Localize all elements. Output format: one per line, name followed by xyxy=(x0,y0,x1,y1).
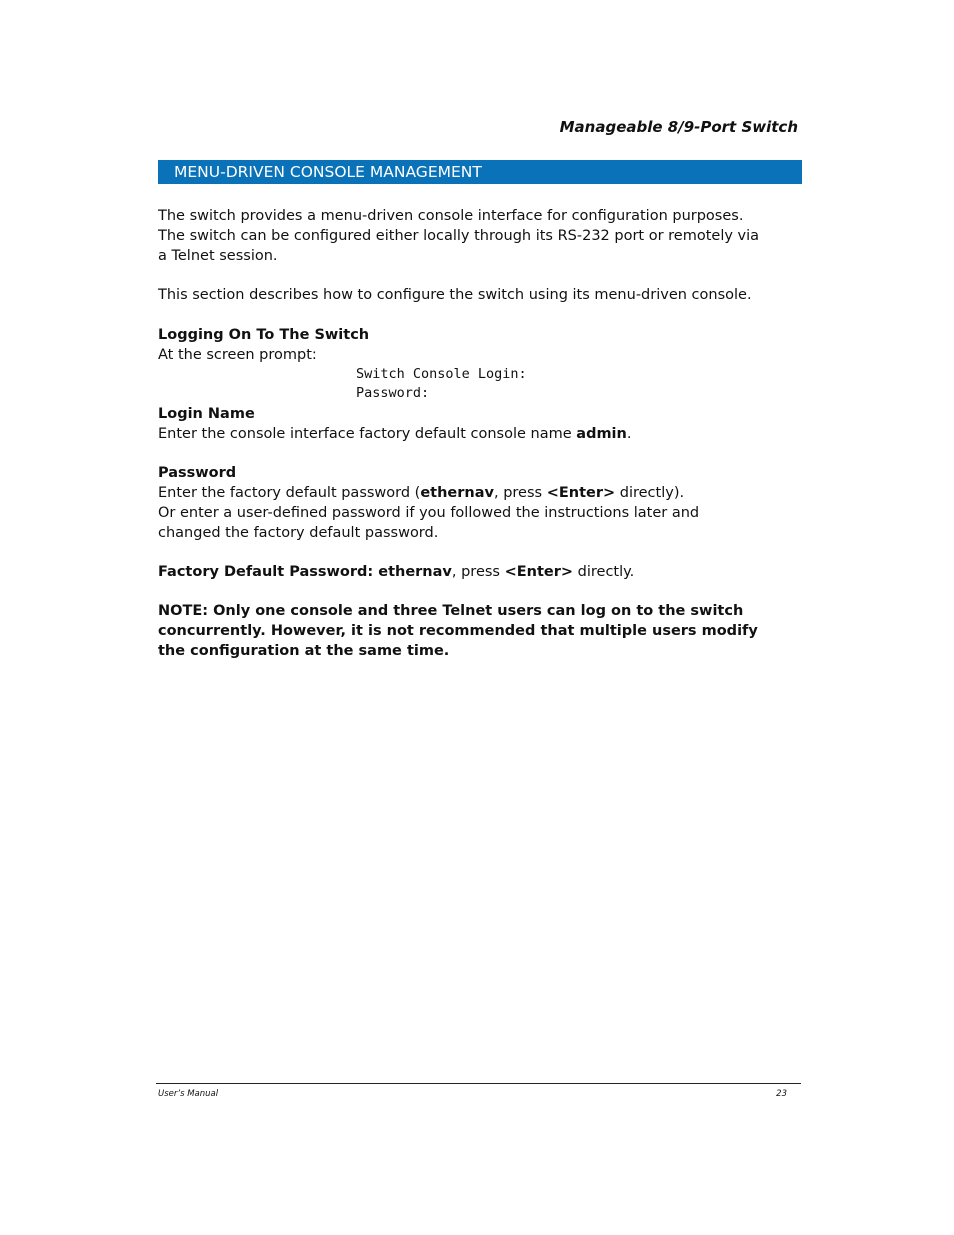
scope-line: This section describes how to configure the switch using its menu-driven console. xyxy=(158,287,752,303)
note-line: NOTE: Only one console and three Telnet users can log on to the switch xyxy=(158,603,744,619)
password-line xyxy=(158,483,778,503)
note-line: concurrently. However, it is not recommended that multiple users modify xyxy=(158,623,758,639)
password-text-middle: , press xyxy=(493,485,547,501)
login-name-text xyxy=(158,424,778,444)
section-heading: MENU-DRIVEN CONSOLE MANAGEMENT xyxy=(174,163,482,181)
logging-on-heading: Logging On To The Switch xyxy=(158,327,370,343)
enter-key: <Enter> xyxy=(504,564,574,580)
default-login-name: admin xyxy=(576,426,627,442)
intro-paragraph xyxy=(158,206,778,266)
scope-paragraph xyxy=(158,285,778,305)
password-text-after: directly). xyxy=(615,485,685,501)
default-password: ethernav xyxy=(420,485,494,501)
login-name-section xyxy=(158,404,778,444)
running-header-title: Manageable 8/9-Port Switch xyxy=(559,118,798,136)
console-password-prompt: Password: xyxy=(356,385,430,401)
factory-default-label: Factory Default Password: ethernav xyxy=(158,564,452,580)
password-section xyxy=(158,463,778,543)
intro-line: The switch provides a menu-driven console interface for configuration purposes. xyxy=(158,208,744,224)
factory-default-middle: , press xyxy=(451,564,505,580)
footer-manual-label: User’s Manual xyxy=(158,1089,219,1099)
intro-line: The switch can be configured either locally through its RS-232 port or remotely via xyxy=(158,228,760,244)
console-login-prompt: Switch Console Login: xyxy=(356,366,527,382)
password-text-before: Enter the factory default password ( xyxy=(158,485,421,501)
note-paragraph xyxy=(158,601,778,661)
login-name-heading: Login Name xyxy=(158,406,255,422)
page-number: 23 xyxy=(776,1089,787,1099)
login-name-text-before: Enter the console interface factory default console name xyxy=(158,426,577,442)
password-heading: Password xyxy=(158,465,237,481)
factory-default-line xyxy=(158,562,778,582)
logging-on-section xyxy=(158,325,778,365)
enter-key: <Enter> xyxy=(546,485,616,501)
password-line: changed the factory default password. xyxy=(158,525,439,541)
factory-default-after: directly. xyxy=(573,564,635,580)
section-heading-bar xyxy=(158,160,802,184)
login-name-text-after: . xyxy=(626,426,632,442)
footer-divider xyxy=(156,1083,801,1084)
password-line: Or enter a user-defined password if you followed the instructions later and xyxy=(158,505,700,521)
prompt-intro: At the screen prompt: xyxy=(158,347,317,363)
intro-line: a Telnet session. xyxy=(158,248,278,264)
note-line: the configuration at the same time. xyxy=(158,643,450,659)
